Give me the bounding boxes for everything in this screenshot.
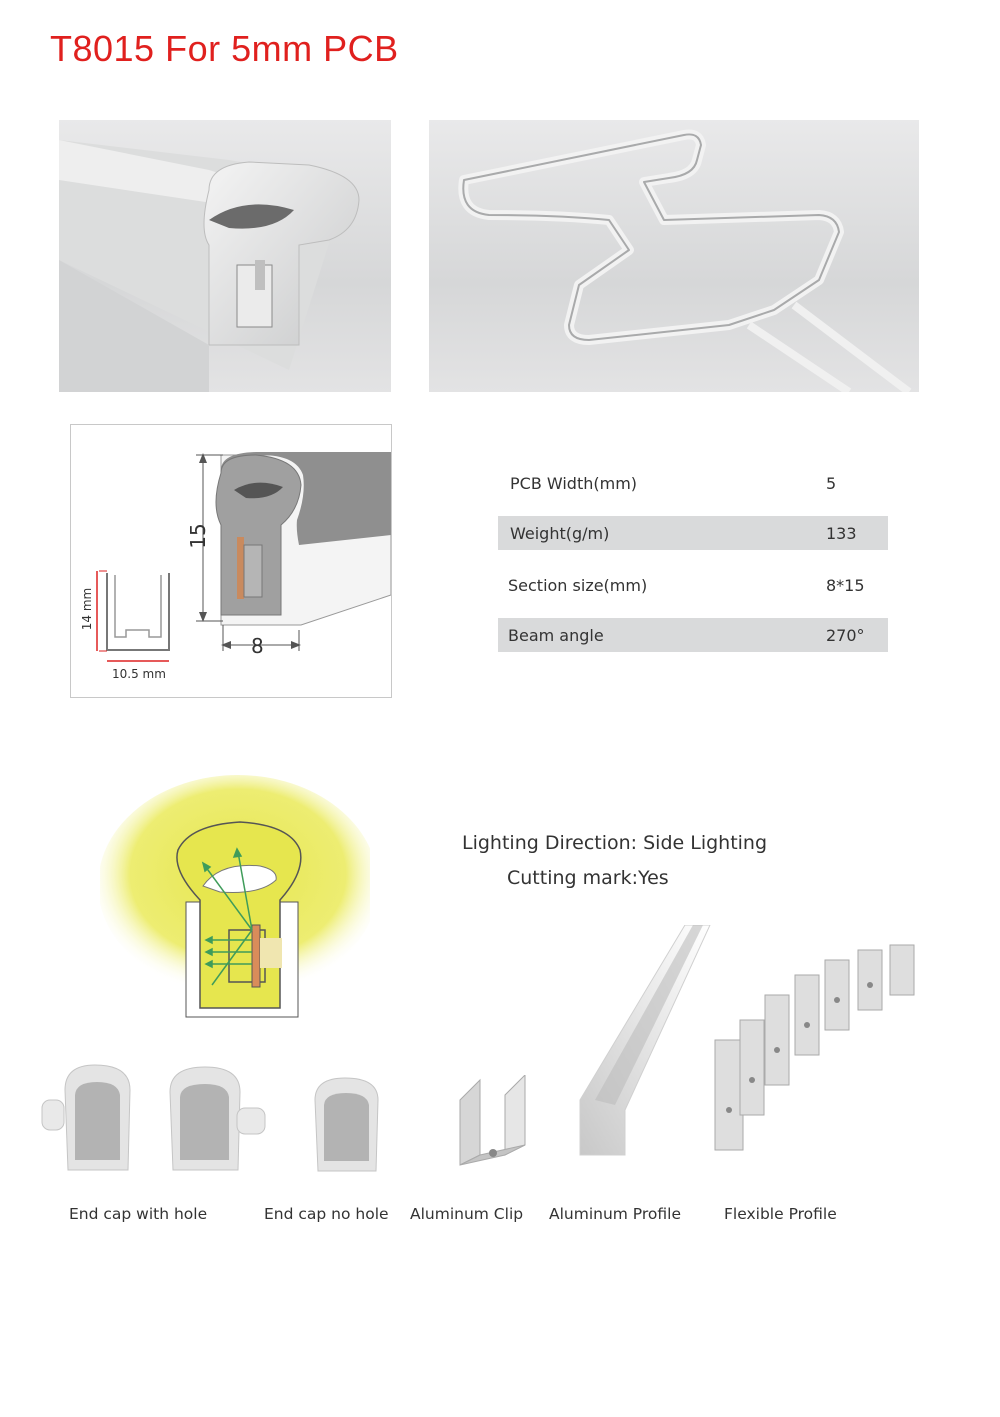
spec-value: 5 (826, 474, 837, 493)
spec-row-weight (498, 516, 888, 550)
spec-row-pcb-width (498, 466, 888, 500)
lighting-direction-text: Lighting Direction: Side Lighting (462, 832, 768, 854)
lighting-diagram (100, 770, 370, 1025)
spec-label: Section size(mm) (508, 576, 648, 595)
bent-neon-photo (429, 120, 919, 392)
technical-drawing (70, 424, 392, 698)
spec-value: 270° (826, 626, 865, 645)
accessory-label-end-cap-no-hole: End cap no hole (264, 1205, 389, 1223)
accessory-label-aluminum-clip: Aluminum Clip (410, 1205, 524, 1223)
dim-width-label: 8 (251, 634, 264, 658)
dim-height-label: 15 (186, 523, 210, 549)
end-cap-no-hole-2-image (310, 1075, 385, 1175)
flexible-profile-image (710, 940, 940, 1165)
end-cap-no-hole-1-image (165, 1062, 275, 1175)
spec-row-section-size (498, 568, 888, 602)
page-title: T8015 For 5mm PCB (50, 28, 399, 69)
aluminum-clip-image (455, 1075, 530, 1170)
spec-label: Weight(g/m) (510, 524, 610, 543)
spec-row-beam-angle (498, 618, 888, 652)
cutting-mark-text: Cutting mark:Yes (507, 867, 669, 889)
end-cap-with-hole-image (40, 1060, 135, 1175)
spec-label: Beam angle (508, 626, 604, 645)
profile-3d-photo (59, 120, 391, 392)
profile-height-label: 14 mm (80, 587, 94, 631)
spec-value: 133 (826, 524, 857, 543)
accessory-label-aluminum-profile: Aluminum Profile (549, 1205, 682, 1223)
profile-width-label: 10.5 mm (112, 667, 166, 681)
accessory-label-end-cap-with-hole: End cap with hole (69, 1205, 208, 1223)
spec-label: PCB Width(mm) (510, 474, 638, 493)
aluminum-profile-image (575, 925, 715, 1165)
accessory-label-flexible-profile: Flexible Profile (724, 1205, 837, 1223)
spec-value: 8*15 (826, 576, 865, 595)
